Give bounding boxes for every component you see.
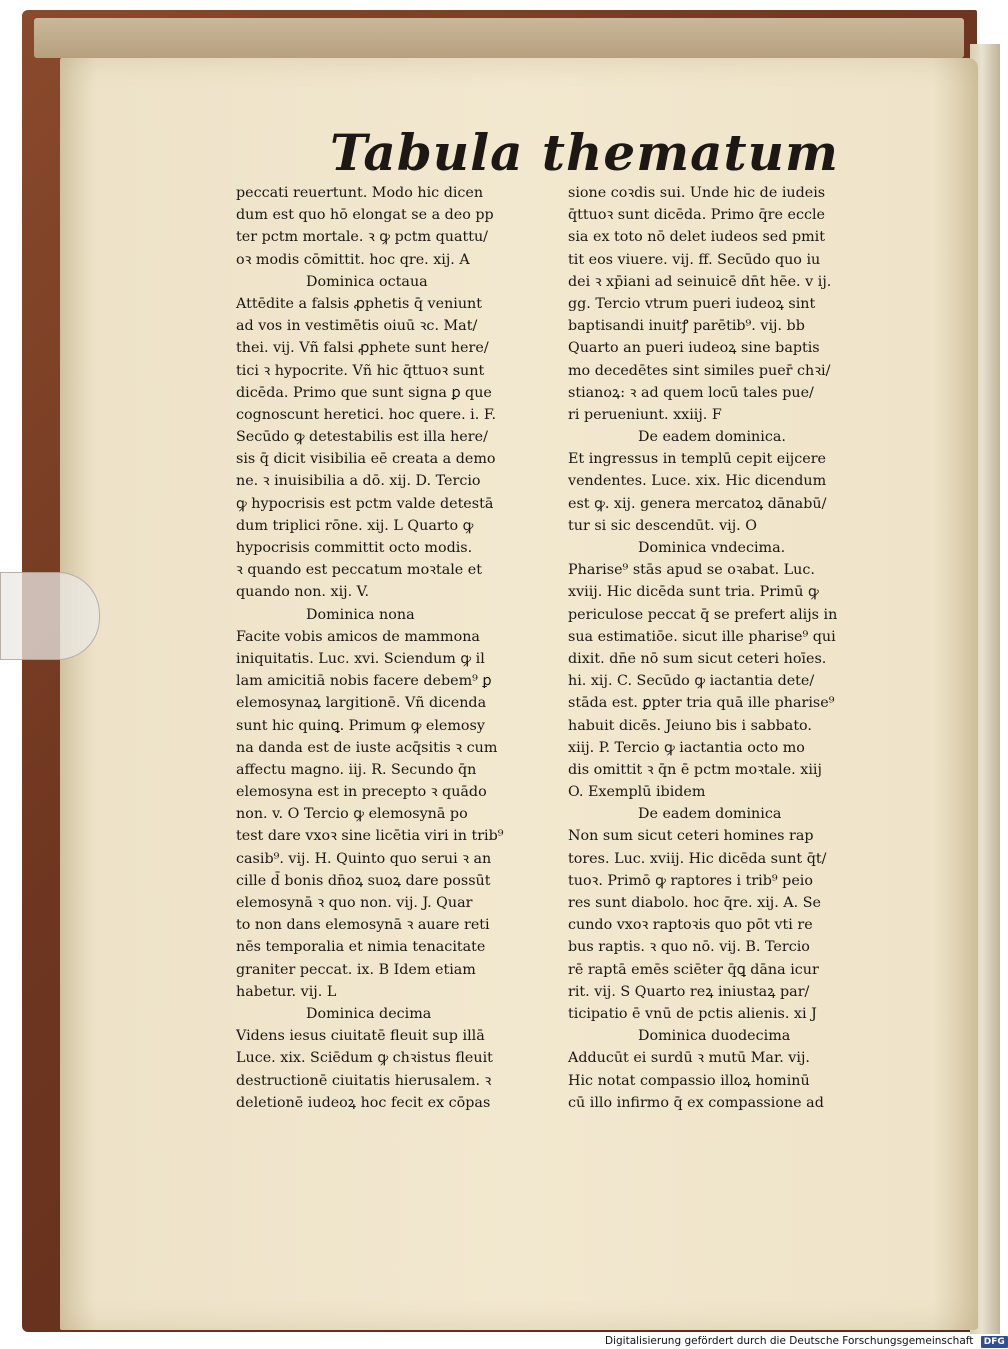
text-line: non. v. O Tercio ꝙ elemosynā po <box>236 806 468 823</box>
text-line: Quarto an pueri iudeoꝝ sine baptis <box>568 340 820 357</box>
text-line: to non dans elemosynā ꝛ auare reti <box>236 917 490 934</box>
text-line: cognoscunt heretici. hoc quere. i. F. <box>236 406 497 423</box>
text-line: cū illo infirmo q̄ ex compassione ad <box>568 1094 824 1111</box>
text-line: Secūdo ꝙ detestabilis est illa here/ <box>236 429 488 446</box>
text-line: ter pctm mortale. ꝛ ꝙ pctm quattu/ <box>236 229 488 246</box>
text-line: sia ex toto nō delet iudeos sed pmit <box>568 229 825 246</box>
text-line: Non sum sicut ceteri homines rap <box>568 828 814 845</box>
credit-text: Digitalisierung gefördert durch die Deutsche Forschungsgemeinschaft <box>605 1335 974 1347</box>
text-line: sua estimatiōe. sicut ille pharise⁹ qui <box>568 628 836 645</box>
text-line: iniquitatis. Luc. xvi. Sciendum ꝙ il <box>236 650 485 667</box>
section-heading: De eadem dominica <box>638 806 782 823</box>
text-line: Hic notat compassio illoꝝ hominū <box>568 1072 810 1089</box>
section-heading: Dominica octaua <box>306 273 428 290</box>
text-line: tit eos viuere. vij. ff. Secūdo quo iu <box>568 251 821 268</box>
text-line: stāda est. ꝑpter tria quā ille pharise⁹ <box>568 695 835 712</box>
text-line: nēs temporalia et nimia tenacitate <box>236 939 486 956</box>
text-line: na danda est de iuste acq̄sitis ꝛ cum <box>236 739 498 756</box>
text-line: elemosynā ꝛ quo non. vij. J. Quar <box>236 895 473 911</box>
text-line: ad vos in vestimētis oiuū ꝛc. Mat/ <box>236 318 478 335</box>
text-line: thei. vij. Vñ falsi ꝓphete sunt here/ <box>236 340 489 357</box>
text-line: elemosynaꝝ largitionē. Vñ dicenda <box>236 695 487 712</box>
text-line: q̄ttuoꝛ sunt dicēda. Primo q̄re eccle <box>568 207 826 224</box>
text-line: xviij. Hic dicēda sunt tria. Primū ꝙ <box>568 584 819 601</box>
dfg-logo-icon: DFG <box>981 1336 1008 1348</box>
text-line: dei ꝛ xp̄iani ad seinuicē dn̄t hēe. v ij. <box>568 273 832 290</box>
text-line: hi. xij. C. Secūdo ꝙ iactantia dete/ <box>568 673 815 690</box>
text-line: oꝛ modis cōmittit. hoc qre. xij. A <box>236 251 470 268</box>
text-line: sunt hic quinꝗ. Primum ꝙ elemosy <box>236 717 485 734</box>
text-line: sis q̄ dicit visibilia eē creata a demo <box>236 451 496 468</box>
text-line: Attēdite a falsis ꝓphetis q̄ veniunt <box>236 295 483 312</box>
right-text-column <box>568 182 896 1114</box>
text-line: bus raptis. ꝛ quo nō. vij. B. Tercio <box>568 939 810 956</box>
text-line: destructionē ciuitatis hierusalem. ꝛ <box>236 1072 492 1089</box>
digitization-credit <box>605 1334 1005 1348</box>
text-line: stianoꝝ: ꝛ ad quem locū tales pue/ <box>568 384 814 401</box>
text-line: dicēda. Primo que sunt signa ꝑ que <box>236 384 492 401</box>
text-line: Luce. xix. Sciēdum ꝙ chꝛistus fleuit <box>236 1050 493 1067</box>
text-line: Videns iesus ciuitatē fleuit sup illā <box>236 1028 485 1045</box>
text-line: periculose peccat q̄ se prefert alijs in <box>568 606 838 623</box>
text-line: tores. Luc. xviij. Hic dicēda sunt q̄t/ <box>568 850 827 867</box>
text-line: cille d̄ bonis dn̄oꝝ suoꝝ dare possūt <box>236 872 491 889</box>
text-line: habuit dicēs. Jeiuno bis i sabbato. <box>568 717 812 734</box>
section-heading: Dominica duodecima <box>638 1028 791 1045</box>
page-clip <box>0 572 100 660</box>
text-line: dum est quo hō elongat se a deo pp <box>236 207 494 224</box>
text-line: habetur. vij. L <box>236 983 337 1000</box>
text-line: Facite vobis amicos de mammona <box>236 628 480 645</box>
section-heading: Dominica decima <box>306 1005 432 1022</box>
text-line: ꝛ quando est peccatum moꝛtale et <box>236 562 483 579</box>
board-edge <box>34 18 964 58</box>
text-line: ꝙ hypocrisis est pctm valde detestā <box>236 495 494 512</box>
text-line: rē raptā emēs sciēter q̄ꝗ dāna icur <box>568 961 819 978</box>
text-line: casib⁹. vij. H. Quinto quo serui ꝛ an <box>236 850 492 867</box>
text-line: deletionē iudeoꝝ hoc fecit ex cōpas <box>236 1094 491 1111</box>
text-line: sione coꝛdis sui. Unde hic de iudeis <box>568 185 826 201</box>
text-line: affectu magno. iij. R. Secundo q̄n <box>236 761 477 778</box>
left-text-column <box>236 182 564 1114</box>
text-line: tur si sic descendūt. vij. O <box>568 517 757 534</box>
text-line: ri perueniunt. xxiij. F <box>568 406 722 423</box>
section-heading: Dominica vndecima. <box>638 540 786 556</box>
text-line: dis omittit ꝛ q̄n ē pctm moꝛtale. xiij <box>568 761 822 778</box>
text-line: gg. Tercio vtrum pueri iudeoꝝ sint <box>568 295 816 312</box>
text-line: ticipatio ē vnū de pctis alienis. xi J <box>568 1005 817 1022</box>
text-line: dixit. dn̄e nō sum sicut ceteri hoīes. <box>568 650 827 667</box>
text-line: cundo vxoꝛ raptoꝛis quo pōt vti re <box>568 917 813 934</box>
text-line: tici ꝛ hypocrite. Vñ hic q̄ttuoꝛ sunt <box>236 362 485 379</box>
text-line: peccati reuertunt. Modo hic dicen <box>236 185 484 201</box>
text-line: Adducūt ei surdū ꝛ mutū Mar. vij. <box>568 1050 810 1067</box>
text-line: res sunt diabolo. hoc q̄re. xij. A. Se <box>568 895 821 911</box>
section-heading: De eadem dominica. <box>638 429 786 446</box>
text-line: Pharise⁹ stās apud se oꝛabat. Luc. <box>568 562 815 579</box>
text-line: xiij. P. Tercio ꝙ iactantia octo mo <box>568 739 805 756</box>
text-line: baptisandi inuitꝭ parētib⁹. vij. bb <box>568 318 805 335</box>
text-line: lam amicitiā nobis facere debem⁹ ꝑ <box>236 673 492 690</box>
text-line: Et ingressus in templū cepit eijcere <box>568 451 826 468</box>
text-line: test dare vxoꝛ sine licētia viri in trib⁹ <box>236 828 504 845</box>
text-line: mo decedētes sint similes puer̄ chꝛi/ <box>568 362 831 379</box>
text-line: O. Exemplū ibidem <box>568 784 706 801</box>
text-line: tuoꝛ. Primō ꝙ raptores i trib⁹ peio <box>568 872 813 889</box>
text-line: quando non. xij. V. <box>236 584 370 601</box>
text-line: rit. vij. S Quarto reꝝ iniustaꝝ par/ <box>568 983 810 1000</box>
text-line: elemosyna est in precepto ꝛ quādo <box>236 784 487 801</box>
section-heading: Dominica nona <box>306 606 415 623</box>
text-line: ne. ꝛ inuisibilia a dō. xij. D. Tercio <box>236 473 481 490</box>
text-line: dum triplici rōne. xij. L Quarto ꝙ <box>236 517 474 534</box>
text-line: est ꝙ. xij. genera mercatoꝝ dānabū/ <box>568 495 827 512</box>
text-line: hypocrisis committit octo modis. <box>236 540 473 556</box>
text-line: vendentes. Luce. xix. Hic dicendum <box>568 473 827 490</box>
text-line: graniter peccat. ix. B Idem etiam <box>236 961 476 978</box>
running-head: Tabula thematum <box>330 123 839 182</box>
